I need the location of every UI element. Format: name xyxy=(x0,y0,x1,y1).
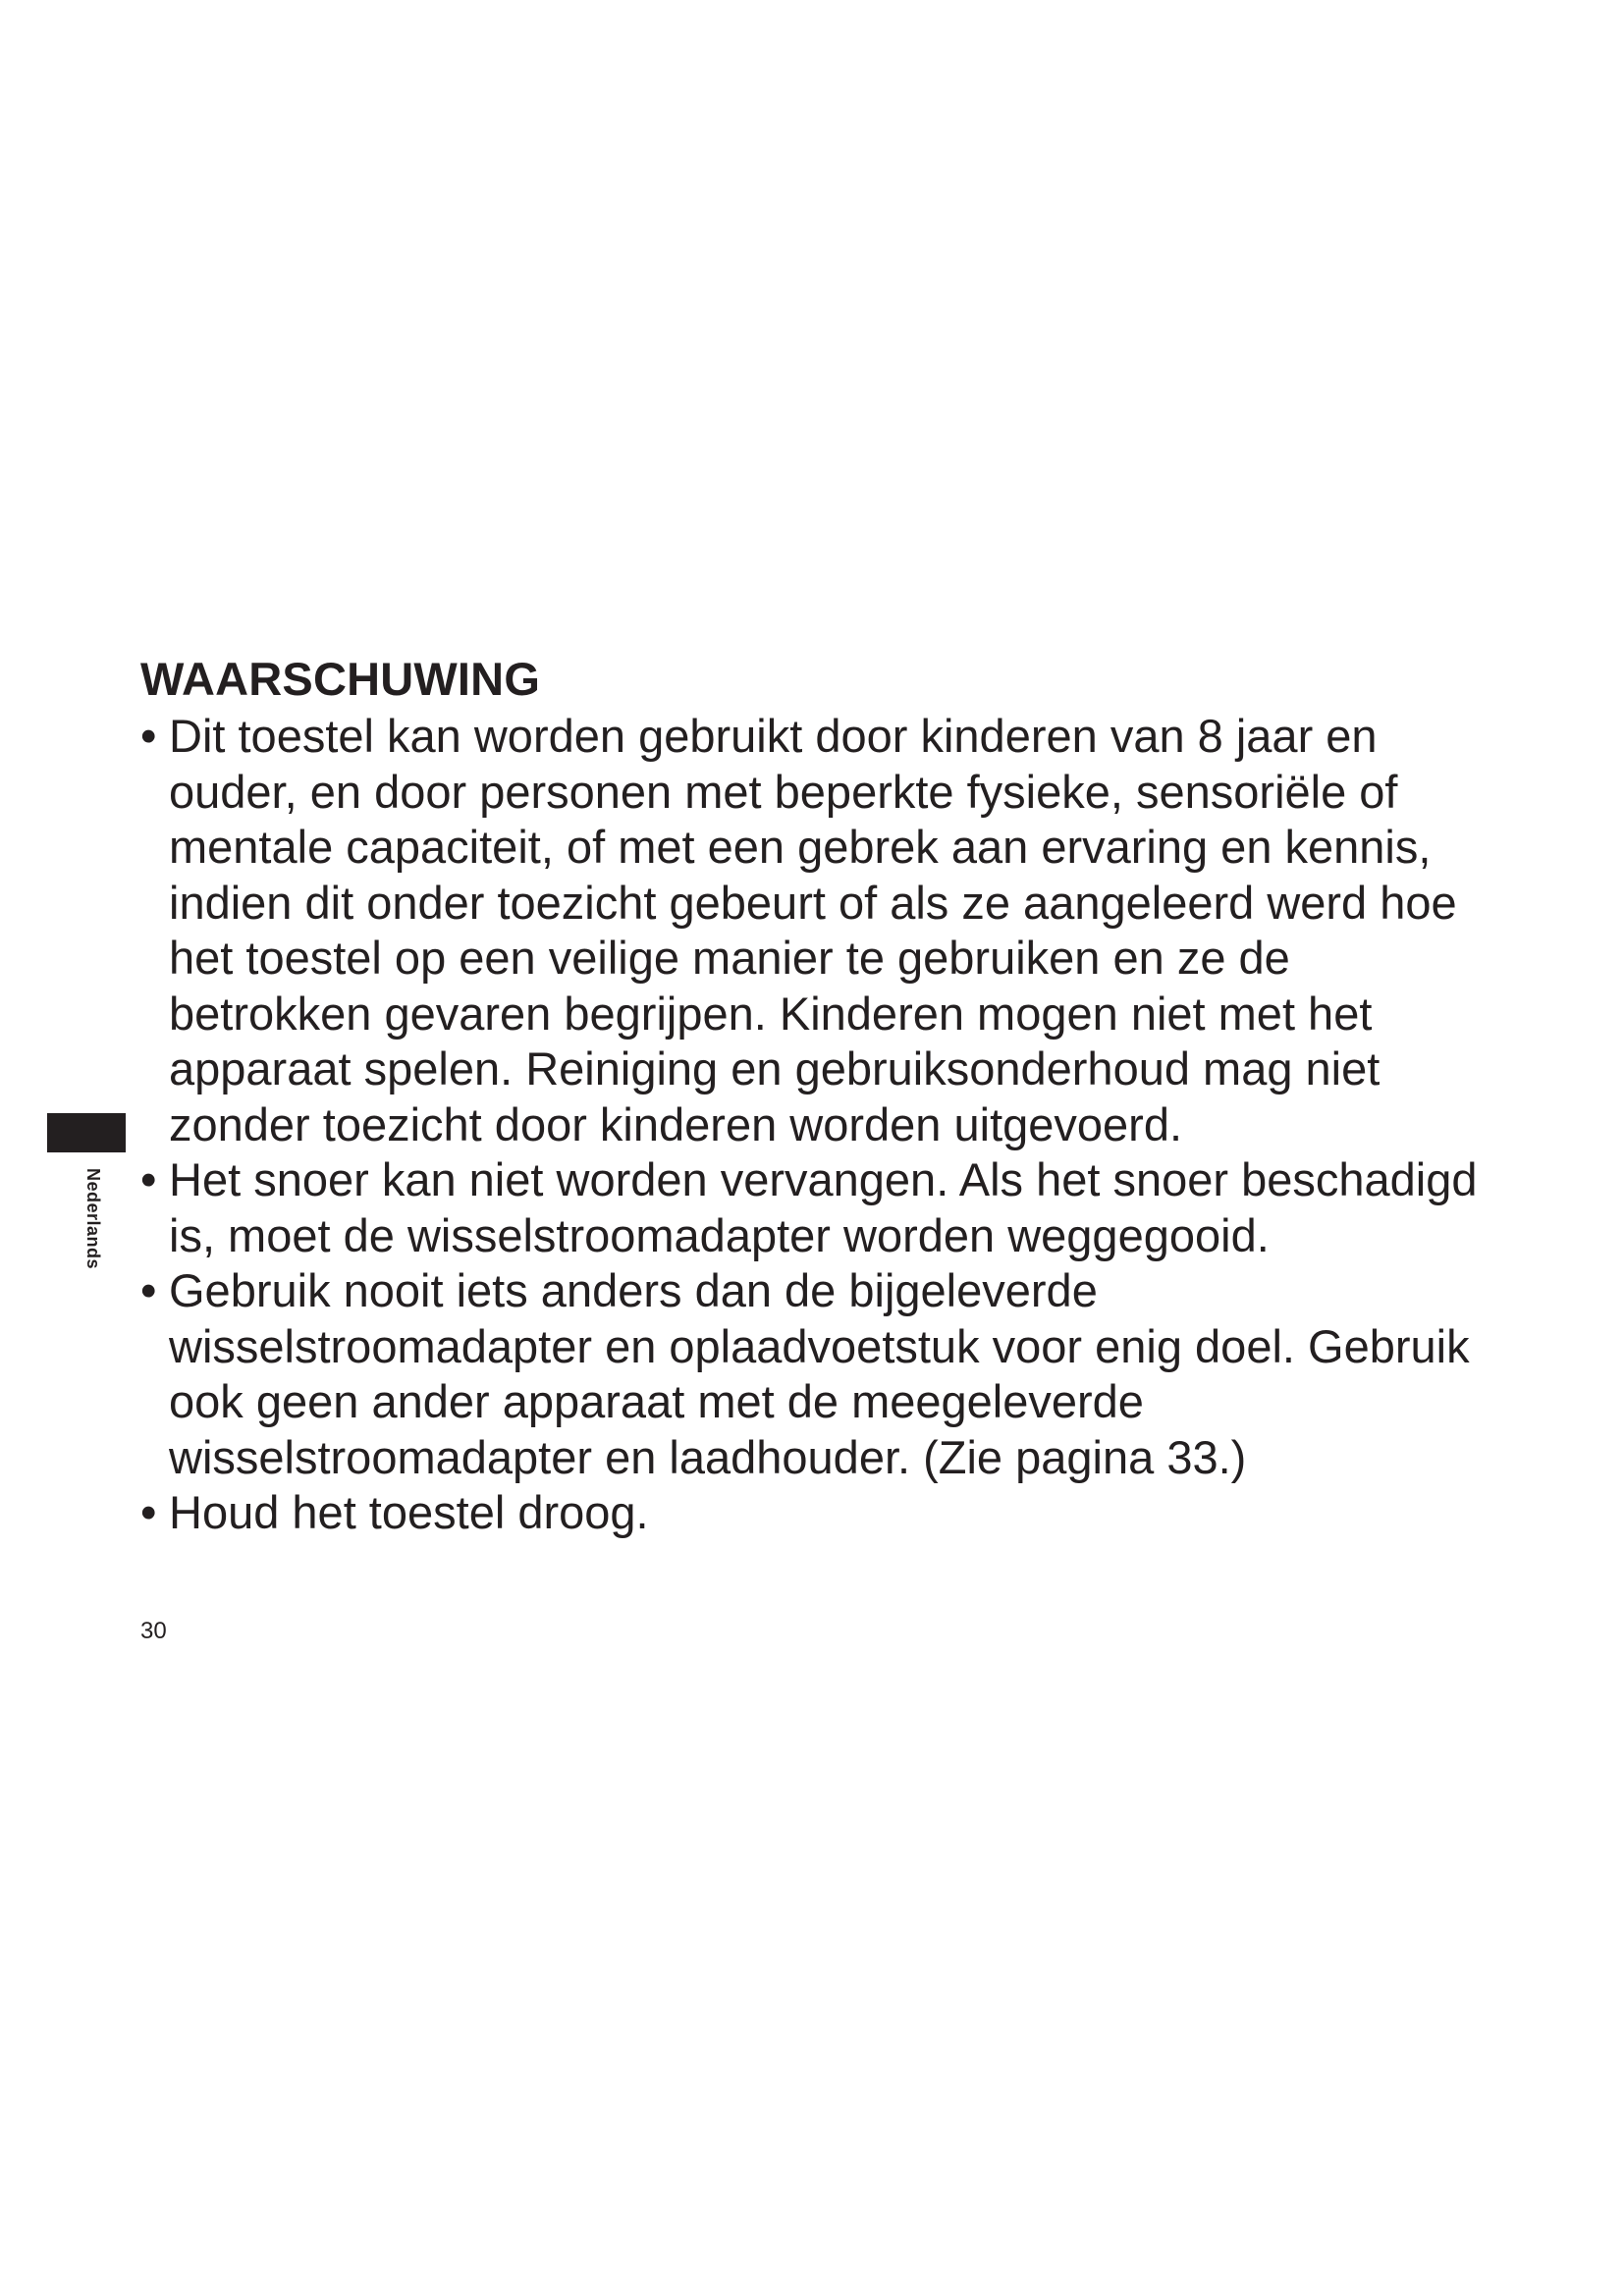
warning-item-4 xyxy=(140,1485,1495,1541)
warning-item-3 xyxy=(140,1263,1495,1485)
warning-text: Het snoer kan niet worden vervangen. Als het snoer beschadigd is, moet de wisselstroomadapter worden weggegooid. xyxy=(169,1153,1478,1261)
warning-text: Houd het toestel droog. xyxy=(169,1486,649,1538)
bullet-icon: • xyxy=(140,1264,157,1316)
language-tab-label: Nederlands xyxy=(83,1168,103,1270)
warning-item-1 xyxy=(140,709,1495,1152)
bullet-icon: • xyxy=(140,1486,157,1538)
language-tab-marker xyxy=(47,1113,126,1152)
bullet-icon: • xyxy=(140,710,157,762)
warning-text: Dit toestel kan worden gebruikt door kinderen van 8 jaar en ouder, en door personen met beperkte fysieke, sensoriële of mentale capaciteit, of met een gebrek aan ervaring en kennis, indien dit onder toezicht gebeurt of als ze aangeleerd werd hoe het toestel op een veilige manier te gebruiken en ze de betrokken gevaren begrijpen. Kinderen mogen niet met het apparaat spelen. Reiniging en gebruiksonderhoud mag niet zonder toezicht door kinderen worden uitgevoerd. xyxy=(169,710,1457,1150)
warning-heading: WAARSCHUWING xyxy=(140,653,541,705)
warning-item-2 xyxy=(140,1152,1495,1263)
warning-list xyxy=(140,709,1495,1541)
warning-section xyxy=(140,652,1495,1541)
warning-text: Gebruik nooit iets anders dan de bijgeleverde wisselstroomadapter en oplaadvoetstuk voor enig doel. Gebruik ook geen ander apparaat met de meegeleverde wisselstroomadapter en laadhouder. (Zie pagina 33.) xyxy=(169,1264,1470,1483)
bullet-icon: • xyxy=(140,1153,157,1205)
page-number: 30 xyxy=(140,1618,167,1644)
